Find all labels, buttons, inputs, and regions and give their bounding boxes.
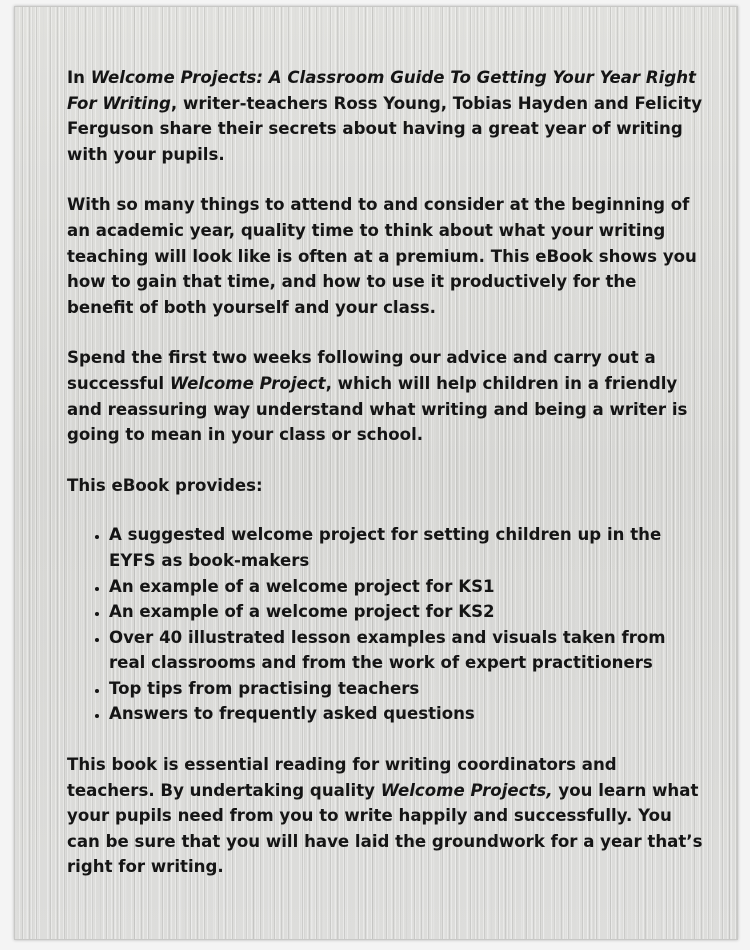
welcome-project-term: Welcome Project <box>169 373 326 393</box>
list-item: • Answers to frequently asked questions <box>109 701 707 727</box>
advice-paragraph: Spend the first two weeks following our advice and carry out a successful Welcome Project, which will help children in a friendly and reassuring way understand what writing and being a writer is going to mean in your class or school. <box>67 348 688 445</box>
blurb-text <box>67 65 707 905</box>
provides-heading: This eBook provides: <box>67 475 263 495</box>
time-paragraph: With so many things to attend to and consider at the beginning of an academic year, quality time to think about what your writing teaching will look like is often at a premium. This eBook shows you how to gain that time, and how to use it productively for the benefit of both yourself and your class. <box>67 195 697 317</box>
book-back-cover <box>14 6 738 940</box>
list-item: • Over 40 illustrated lesson examples and visuals taken from real classrooms and from the work of expert practitioners <box>109 625 707 676</box>
provides-list <box>67 522 707 727</box>
book-title: Welcome Projects: A Classroom Guide To Getting Your Year Right For Writing <box>67 68 696 113</box>
list-item: • An example of a welcome project for KS1 <box>109 574 707 600</box>
welcome-projects-term: Welcome Projects, <box>380 780 553 800</box>
closing-paragraph: This book is essential reading for writing coordinators and teachers. By undertaking quality Welcome Projects, you learn what your pupils need from you to write happily and successfully. You can be sure that you will have laid the groundwork for a year that’s right for writing. <box>67 755 703 877</box>
list-item: • A suggested welcome project for setting children up in the EYFS as book-makers <box>109 522 707 573</box>
intro-paragraph: In Welcome Projects: A Classroom Guide To Getting Your Year Right For Writing, writer-teachers Ross Young, Tobias Hayden and Felicity Ferguson share their secrets about having a great year of writing with your pupils. <box>67 68 703 164</box>
list-item: • An example of a welcome project for KS2 <box>109 599 707 625</box>
list-item: • Top tips from practising teachers <box>109 676 707 702</box>
